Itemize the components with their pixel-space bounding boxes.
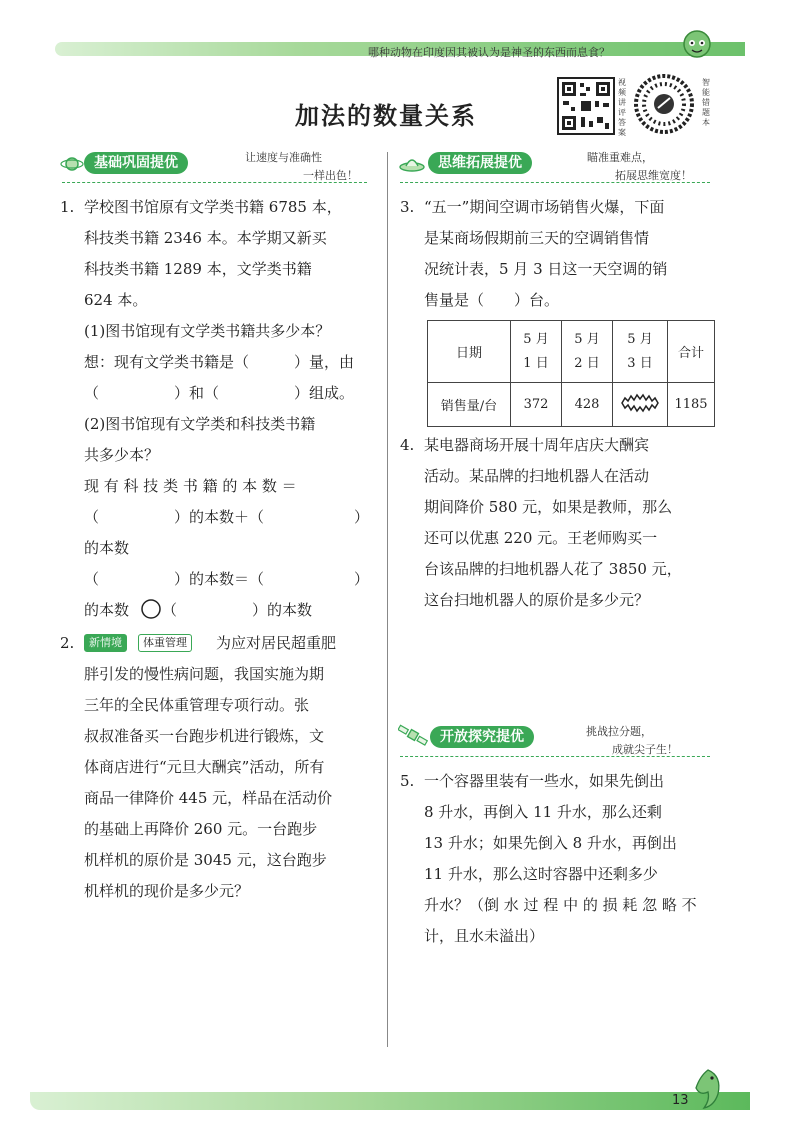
q5-line-1: 一个容器里装有一些水，如果先倒出 [424,772,665,790]
q2-line-3: 叔叔准备买一台跑步机进行锻炼，文 [84,727,325,745]
ufo-icon [398,152,426,176]
section-open-underline [400,756,710,757]
q1-sub1-think-a: 想：现有文学类书籍是（ ）量，由 [84,353,355,371]
robot-mascot-icon [680,28,714,62]
q1-relation-1c: 的本数 [84,539,130,557]
q2-line-1: 胖引发的慢性病问题，我国实施为期 [84,665,325,683]
q1-sub2-b: 共多少本？ [84,446,160,464]
q3-line-3: 况统计表，5 月 3 日这一天空调的销 [424,260,668,278]
column-divider [387,152,388,1047]
q2-line-7: 机样机的原价是 3045 元，这台跑步 [84,851,327,869]
section-basic-title: 基础巩固提优 [84,152,188,174]
table-header-may2 [562,321,613,383]
sales-table [427,320,715,427]
ink-stain-icon [618,392,662,414]
q3-number: 3. [400,198,415,216]
section-thinking-note-2: 拓展思维宽度！ [615,169,692,182]
section-open-note-2: 成就尖子生！ [612,743,678,756]
q2-line-5: 商品一律降价 445 元，样品在活动价 [84,789,333,807]
bottom-decor-band [30,1092,750,1110]
table-cell-total: 1185 [668,383,715,427]
q1-line-2: 科技类书籍 2346 本。本学期又新买 [84,229,327,247]
satellite-icon [398,722,428,748]
qr-label-video: 视频讲评答案 [618,78,626,137]
section-basic-underline [62,182,367,183]
table-header-total: 合计 [668,321,715,383]
q4-line-6: 这台扫地机器人的原价是多少元？ [424,591,650,609]
q1-relation-1b: （ ）的本数＋（ ） [84,508,370,526]
q1-relation-1a: 现 有 科 技 类 书 籍 的 本 数 ＝ [84,477,297,495]
section-basic-note-2: 一样出色！ [303,169,358,182]
q2-first-line: 为应对居民超重肥 [216,634,337,652]
q4-line-1: 某电器商场开展十周年店庆大酬宾 [424,436,650,454]
dolphin-mascot-icon [690,1066,726,1112]
q3-line-4: 售量是（ ）台。 [424,291,560,309]
q1-relation-2c: （ ）的本数 [162,601,313,619]
q4-line-5: 台该品牌的扫地机器人花了 3850 元， [424,560,682,578]
q2-tag-weight: 体重管理 [138,634,192,652]
q3-line-2: 是某商场假期前三天的空调销售情 [424,229,650,247]
q5-line-4: 11 升水，那么这时容器中还剩多少 [424,865,658,883]
q1-line-1: 学校图书馆原有文学类书籍 6785 本， [84,198,342,216]
q2-line-2: 三年的全民体重管理专项行动。张 [84,696,310,714]
table-row-label: 销售量/台 [428,383,511,427]
qr-code-mistakes[interactable] [634,74,694,134]
q5-line-3: 13 升水；如果先倒入 8 升水，再倒出 [424,834,677,852]
q1-relation-2b: 的本数 [84,601,130,619]
q2-number: 2. [60,634,75,652]
q1-number: 1. [60,198,75,216]
table-header-may2-month: 5 月 [574,331,600,347]
page-number: 13 [672,1093,689,1108]
q5-number: 5. [400,772,415,790]
page-title: 加法的数量关系 [295,102,477,130]
planet-icon [60,152,84,176]
q1-line-4: 624 本。 [84,291,148,309]
q2-line-8: 机样机的现价是多少元？ [84,882,250,900]
q1-sub1: (1)图书馆现有文学类书籍共多少本？ [84,322,331,340]
section-thinking-title: 思维拓展提优 [428,152,532,174]
table-cell-may1: 372 [511,383,562,427]
q4-line-2: 活动。某品牌的扫地机器人在活动 [424,467,650,485]
qr-label-mistakes: 智能错题本 [702,78,710,127]
section-thinking-underline [400,182,710,183]
q4-line-4: 还可以优惠 220 元。王老师购买一 [424,529,658,547]
section-open-title: 开放探究提优 [430,726,534,748]
q5-line-5: 升水？（倒 水 过 程 中 的 损 耗 忽 略 不 [424,896,697,914]
table-cell-may2: 428 [562,383,613,427]
table-header-may2-day: 2 日 [574,355,600,371]
q2-line-4: 体商店进行“元旦大酬宾”活动，所有 [84,758,325,776]
q1-line-3: 科技类书籍 1289 本，文学类书籍 [84,260,312,278]
q5-line-6: 计，且水未溢出） [424,927,545,945]
q1-sub1-think-b: （ ）和（ ）组成。 [84,384,355,402]
top-trivia-question: 哪种动物在印度因其被认为是神圣的东西而息食？ [368,46,610,59]
q2-tag-new-context: 新情境 [84,634,127,652]
qr-code-video[interactable] [557,77,615,135]
table-header-date: 日期 [428,321,511,383]
q2-line-6: 的基础上再降价 260 元。一台跑步 [84,820,318,838]
table-header-may1 [511,321,562,383]
operator-circle-blank[interactable] [140,598,162,620]
table-header-may3-day: 3 日 [627,355,653,371]
q5-line-2: 8 升水，再倒入 11 升水，那么还剩 [424,803,662,821]
table-header-may3-month: 5 月 [627,331,653,347]
section-basic-note-1: 让速度与准确性 [245,151,322,164]
q3-line-1: “五一”期间空调市场销售火爆，下面 [424,198,665,216]
table-header-may1-month: 5 月 [523,331,549,347]
section-open-note-1: 挑战拉分题， [586,725,652,738]
section-thinking-note-1: 瞄准重难点， [587,151,653,164]
q4-number: 4. [400,436,415,454]
q4-line-3: 期间降价 580 元，如果是教师，那么 [424,498,673,516]
table-header-may1-day: 1 日 [523,355,549,371]
q1-relation-2a: （ ）的本数＝（ ） [84,570,370,588]
q1-sub2-a: (2)图书馆现有文学类和科技类书籍 [84,415,316,433]
table-header-may3 [613,321,668,383]
table-cell-may3-stain [613,383,668,427]
